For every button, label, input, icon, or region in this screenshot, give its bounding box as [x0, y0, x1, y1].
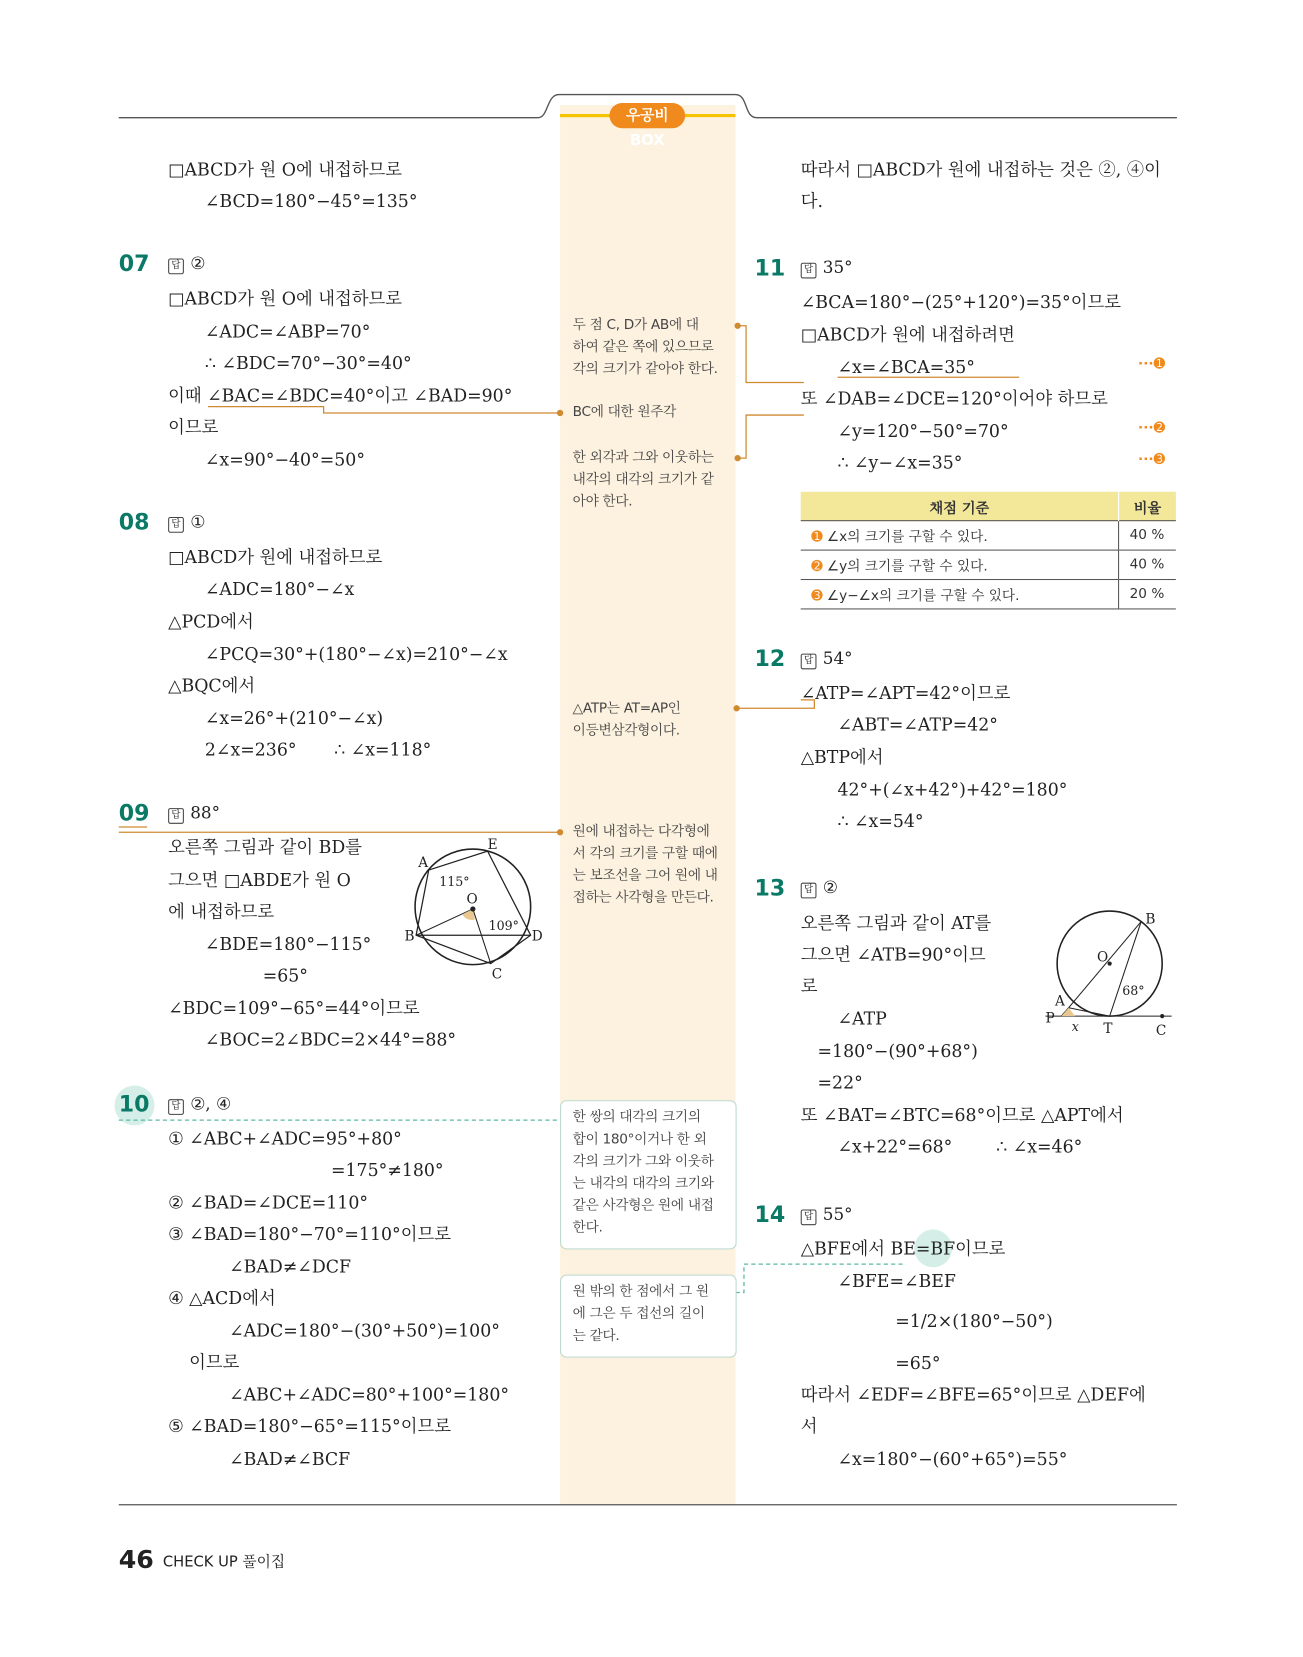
text-line: ∠x=180°−(60°+65°)=55°	[837, 1449, 1068, 1470]
margin-note-line: 한 외각과 그와 이웃하는	[572, 449, 714, 466]
text-line: ∠ABC+∠ADC=80°+100°=180°	[229, 1384, 510, 1405]
answer-value: ②, ④	[190, 1093, 232, 1114]
svg-text:B: B	[1145, 911, 1156, 928]
answer-icon: 답	[801, 654, 817, 670]
answer-icon: 답	[168, 1099, 184, 1115]
text-line: =180°−(90°+68°)	[817, 1041, 978, 1062]
step-marker: ···➌	[1138, 451, 1166, 468]
answer-icon: 답	[801, 1209, 817, 1225]
text-line: ∠BCA=180°−(25°+120°)=35°이므로	[800, 292, 1121, 313]
margin-note-line: 한다.	[572, 1219, 603, 1236]
svg-text:O: O	[466, 891, 478, 908]
box-badge: 우공비 BOX	[609, 103, 685, 128]
text-line: ∠ADC=∠ABP=70°	[204, 321, 371, 342]
text-line: ∴ ∠x=54°	[837, 811, 924, 832]
answer-value: ①	[190, 511, 206, 532]
ratio: 40 %	[1119, 521, 1176, 550]
margin-note-line: 에 그은 두 접선의 길이	[572, 1306, 705, 1322]
page-number: 46	[118, 1544, 154, 1575]
margin-note-line: 내각의 대각의 크기가 같	[572, 471, 714, 488]
text-line: ② ∠BAD=∠DCE=110°	[168, 1192, 369, 1213]
step-marker: ···➋	[1138, 420, 1166, 437]
criterion-text: ∠y−∠x의 크기를 구할 수 있다.	[826, 588, 1020, 605]
svg-text:A: A	[418, 854, 429, 871]
answer	[168, 512, 205, 533]
problem-number: 09	[118, 800, 150, 826]
text-line: △BFE에서 BE=BF이므로	[800, 1238, 1006, 1259]
scoring-row	[801, 521, 1176, 550]
ratio-header: 비율	[1119, 492, 1176, 521]
scoring-row	[801, 550, 1176, 579]
step-number-icon: ➊	[811, 529, 823, 546]
text-line: ∠x=26°+(210°−∠x)	[204, 708, 384, 729]
text-line: 또 ∠BAT=∠BTC=68°이므로 △APT에서	[800, 1105, 1124, 1126]
margin-note-line: 같은 사각형은 원에 내접	[572, 1197, 714, 1214]
margin-note-line: △ATP는 AT=AP인	[572, 700, 681, 717]
margin-note-line: 는 보조선을 그어 원에 내	[572, 867, 718, 884]
problem-number: 14	[754, 1202, 786, 1228]
text-line: ∠BAD≠∠BCF	[229, 1449, 351, 1470]
text-line: ∠ADC=180°−∠x	[204, 578, 355, 599]
footer-title: CHECK UP 풀이집	[162, 1554, 286, 1571]
text-line: 서	[800, 1416, 818, 1437]
margin-note-line: 원에 내접하는 다각형에	[572, 823, 710, 840]
svg-text:T: T	[1103, 1020, 1113, 1037]
answer-icon: 답	[168, 517, 184, 533]
text-line: ③ ∠BAD=180°−70°=110°이므로	[168, 1224, 451, 1245]
margin-note-line: 이등변삼각형이다.	[572, 722, 680, 739]
problem-number: 13	[754, 875, 786, 901]
text-line: □ABCD가 원 O에 내접하므로	[168, 159, 403, 180]
criterion	[801, 521, 1119, 550]
criterion	[801, 580, 1119, 609]
text-line: 그으면 □ABDE가 원 O	[168, 870, 351, 891]
step-number-icon: ➋	[811, 559, 823, 575]
text-line: ∴ ∠BDC=70°−30°=40°	[204, 353, 412, 374]
svg-text:115°: 115°	[439, 873, 470, 889]
margin-note-line: 아야 한다.	[572, 493, 633, 510]
text-line: 이므로	[168, 417, 219, 438]
text-line: 따라서 ∠EDF=∠BFE=65°이므로 △DEF에	[800, 1384, 1146, 1405]
answer-icon: 답	[168, 258, 184, 274]
answer	[801, 1204, 853, 1225]
svg-text:C: C	[1155, 1023, 1167, 1040]
svg-text:D: D	[531, 928, 543, 945]
problem-number: 08	[118, 509, 150, 535]
text-line: =1/2×(180°−50°)	[895, 1311, 1053, 1332]
answer	[801, 648, 853, 669]
problem-number: 11	[754, 255, 786, 281]
margin-note-line: 접하는 사각형을 만든다.	[572, 890, 714, 906]
text-line: ∠BDE=180°−115°	[204, 934, 372, 955]
text-line: 다.	[800, 191, 823, 212]
criterion-text: ∠x의 크기를 구할 수 있다.	[826, 529, 988, 546]
margin-note-line: 각의 크기가 그와 이웃하	[572, 1153, 714, 1170]
margin-note-line: 는 같다.	[572, 1328, 620, 1344]
svg-text:68°: 68°	[1122, 983, 1145, 999]
answer-icon: 답	[168, 808, 184, 824]
answer-value: 35°	[822, 257, 853, 278]
margin-note-line: 합이 180°이거나 한 외	[572, 1131, 707, 1148]
figure-09-circle-diagram	[399, 835, 546, 987]
text-line: =65°	[262, 965, 308, 986]
margin-note-line: 하여 같은 쪽에 있으므로	[572, 339, 714, 356]
problem-number: 07	[118, 251, 150, 277]
margin-note-line: 는 내각의 대각의 크기와	[572, 1175, 714, 1192]
text-line: =175°≠180°	[331, 1160, 444, 1181]
text-line: 그으면 ∠ATB=90°이므	[800, 944, 986, 965]
text-line: ∠PCQ=30°+(180°−∠x)=210°−∠x	[204, 644, 508, 665]
scoring-table	[801, 492, 1176, 610]
text-line: ∴ ∠x=46°	[996, 1136, 1083, 1157]
text-line: △BQC에서	[168, 675, 256, 696]
text-line: ∠ATP=∠APT=42°이므로	[800, 683, 1011, 703]
figure-13-circle-diagram	[1040, 909, 1177, 1040]
text-line: ∠x=90°−40°=50°	[204, 449, 365, 470]
svg-text:E: E	[487, 837, 498, 854]
answer	[168, 1094, 231, 1115]
answer-value: 88°	[190, 802, 220, 823]
text-line: □ABCD가 원에 내접하려면	[800, 324, 1015, 345]
text-line: 42°+(∠x+42°)+42°=180°	[837, 779, 1068, 800]
text-line: ∠ADC=180°−(30°+50°)=100°	[229, 1320, 500, 1341]
svg-text:P: P	[1045, 1010, 1055, 1027]
text-line: ∠ATP	[837, 1008, 887, 1029]
text-line: ④ △ACD에서	[168, 1288, 276, 1309]
text-line: ∠BAD≠∠DCF	[229, 1256, 352, 1277]
problem-number: 12	[754, 646, 786, 672]
text-line: ∠ABT=∠ATP=42°	[837, 714, 998, 735]
text-line: □ABCD가 원에 내접하므로	[168, 547, 383, 568]
margin-note-line: 서 각의 크기를 구할 때에	[572, 845, 718, 862]
text-line: 따라서 □ABCD가 원에 내접하는 것은 ②, ④이	[800, 159, 1161, 180]
step-number-icon: ➌	[811, 588, 823, 605]
margin-note-line: 두 점 C, D가 AB에 대	[572, 317, 699, 334]
margin-note-line: BC에 대한 원주각	[572, 404, 677, 421]
step-marker: ···➊	[1138, 356, 1166, 372]
criterion-text: ∠y의 크기를 구할 수 있다.	[826, 559, 988, 575]
text-line: ① ∠ABC+∠ADC=95°+80°	[168, 1128, 402, 1149]
text-line: 이때 ∠BAC=∠BDC=40°이고 ∠BAD=90°	[168, 385, 513, 406]
svg-text:O: O	[1097, 949, 1109, 966]
text-line: ⑤ ∠BAD=180°−65°=115°이므로	[168, 1416, 451, 1437]
text-line: 오른쪽 그림과 같이 AT를	[800, 913, 992, 934]
answer-icon: 답	[801, 883, 817, 899]
answer-value: 54°	[822, 648, 853, 669]
answer	[801, 877, 838, 898]
svg-text:A: A	[1055, 993, 1065, 1010]
svg-text:B: B	[404, 928, 415, 945]
problem-number: 10	[118, 1091, 150, 1118]
criterion	[801, 550, 1119, 579]
text-line: ∠x+22°=68°	[837, 1136, 953, 1157]
text-line: 또 ∠DAB=∠DCE=120°이어야 하므로	[800, 388, 1108, 409]
scoring-row	[801, 580, 1176, 609]
text-line: =65°	[895, 1353, 941, 1374]
margin-note-line: 각의 크기가 같아야 한다.	[572, 361, 718, 378]
answer-icon: 답	[801, 263, 817, 279]
text-line: ∠BDC=109°−65°=44°이므로	[168, 998, 420, 1019]
text-line: □ABCD가 원 O에 내접하므로	[168, 288, 403, 309]
svg-text:x: x	[1071, 1018, 1079, 1034]
text-line: ∴ ∠y−∠x=35°	[837, 452, 963, 473]
text-line: ∠BCD=180°−45°=135°	[204, 191, 418, 212]
text-line: 이므로	[189, 1352, 240, 1373]
answer	[168, 253, 205, 274]
text-line: △PCD에서	[168, 611, 254, 632]
text-line: 로	[800, 976, 818, 997]
text-line: ∠x=∠BCA=35°	[837, 357, 975, 378]
scoring-header: 채점 기준	[801, 492, 1119, 521]
text-line: 에 내접하므로	[168, 901, 275, 922]
margin-note-line: 원 밖의 한 점에서 그 원	[572, 1284, 709, 1300]
text-line: =22°	[817, 1072, 863, 1093]
text-line: ∠BOC=2∠BDC=2×44°=88°	[204, 1029, 457, 1050]
text-line: 오른쪽 그림과 같이 BD를	[168, 837, 363, 858]
ratio: 40 %	[1119, 550, 1176, 579]
text-line: △BTP에서	[800, 747, 884, 768]
answer-value: ②	[822, 877, 838, 898]
text-line: ∴ ∠x=118°	[334, 739, 432, 760]
svg-text:109°: 109°	[488, 917, 519, 933]
margin-note-line: 한 쌍의 대각의 크기의	[572, 1109, 701, 1126]
answer-value: ②	[190, 253, 206, 274]
answer-value: 55°	[822, 1204, 853, 1225]
answer	[801, 257, 853, 278]
answer	[168, 803, 220, 824]
text-line: 2∠x=236°	[204, 739, 297, 760]
svg-text:C: C	[491, 966, 503, 983]
text-line: ∠y=120°−50°=70°	[837, 421, 1009, 442]
text-line: ∠BFE=∠BEF	[837, 1271, 956, 1292]
ratio: 20 %	[1119, 580, 1176, 609]
